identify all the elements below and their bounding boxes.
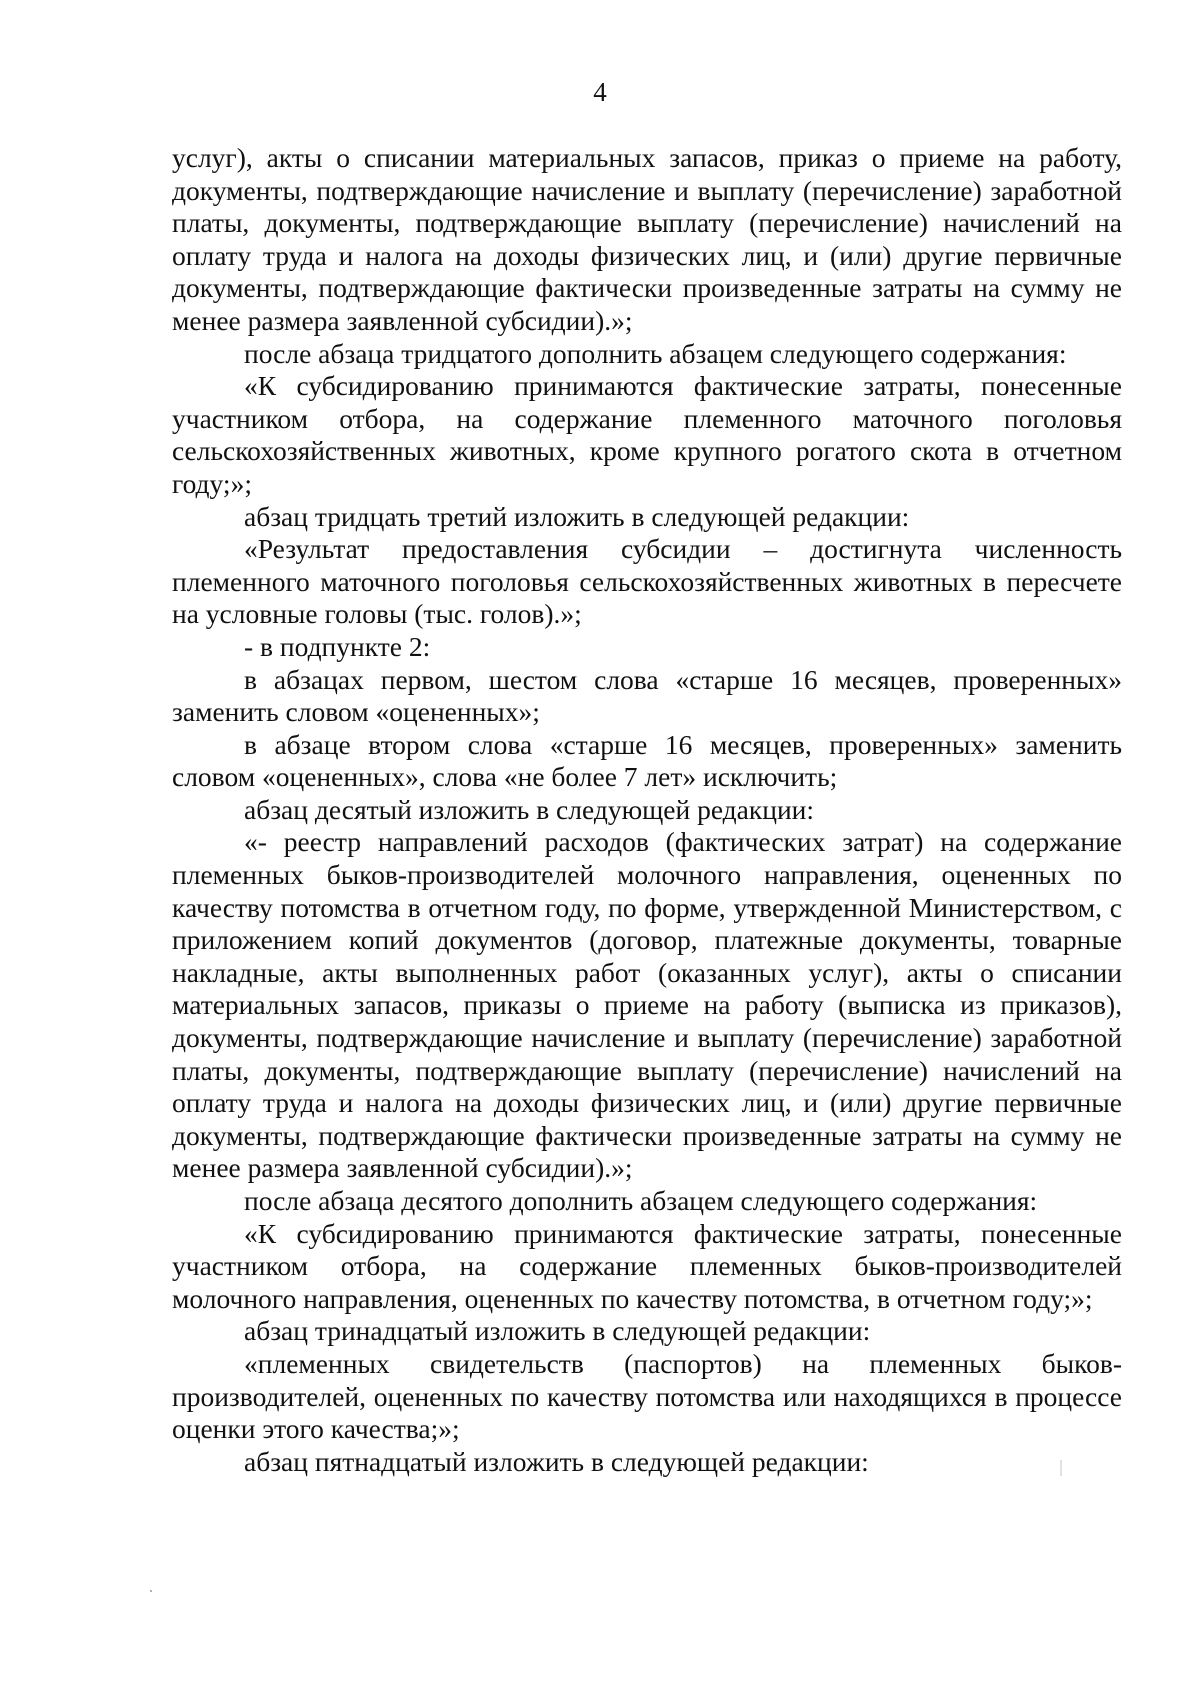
paragraph-quote: «племенных свидетельств (паспортов) на племенных быков-производителей, оцененных по качеству потомства или находящихся в процессе оценки этого качества;»; <box>172 1347 1122 1445</box>
paragraph-continuation: услуг), акты о списании материальных запасов, приказ о приеме на работу, документы, подтверждающие начисление и выплату (перечисление) заработной платы, документы, подтверждающие выплату (перечисление) начислений на оплату труда и налога на доходы физических лиц, и (или) другие первичные документы, подтверждающие фактически произведенные затраты на сумму не менее размера заявленной субсидии).»; <box>172 142 1122 336</box>
paragraph-quote: «- реестр направлений расходов (фактических затрат) на содержание племенных быков-производителей молочного направления, оцененных по качеству потомства в отчетном году, по форме, утвержденной Министерством, с приложением копий документов (договор, платежные документы, товарные накладные, акты выполненных работ (оказанных услуг), акты о списании материальных запасов, приказы о приеме на работу (выписка из приказов), документы, подтверждающие начисление и выплату (перечисление) заработной платы, документы, подтверждающие выплату (перечисление) начислений на оплату труда и налога на доходы физических лиц, и (или) другие первичные документы, подтверждающие фактически произведенные затраты на сумму не менее размера заявленной субсидии).»; <box>172 826 1122 1184</box>
page-number: 4 <box>593 77 607 107</box>
paragraph-quote: «Результат предоставления субсидии – достигнута численность племенного маточного поголовья сельскохозяйственных животных в пересчете на условные головы (тыс. голов).»; <box>172 533 1122 630</box>
paragraph-quote: «К субсидированию принимаются фактические затраты, понесенные участником отбора, на содержание племенных быков-производителей молочного направления, оцененных по качеству потомства, в отчетном году;»; <box>172 1217 1122 1314</box>
paragraph: абзац пятнадцатый изложить в следующей редакции: <box>244 1445 869 1477</box>
paragraph: в абзаце втором слова «старше 16 месяцев, проверенных» заменить словом «оцененных», слова «не более 7 лет» исключить; <box>172 728 1122 793</box>
paragraph: после абзаца десятого дополнить абзацем следующего содержания: <box>244 1185 1038 1216</box>
paragraph: абзац десятый изложить в следующей редакции: <box>244 793 815 825</box>
paragraph: в абзацах первом, шестом слова «старше 16 месяцев, проверенных» заменить словом «оцененных»; <box>172 663 1122 728</box>
paragraph-quote: «К субсидированию принимаются фактические затраты, понесенные участником отбора, на содержание племенного маточного поголовья сельскохозяйственных животных, кроме крупного рогатого скота в отчетном году;»; <box>172 370 1122 499</box>
document-body <box>172 142 1122 1478</box>
paragraph: абзац тридцать третий изложить в следующей редакции: <box>244 500 910 532</box>
scan-mark <box>1060 1460 1062 1476</box>
paragraph: абзац тринадцатый изложить в следующей редакции: <box>244 1315 871 1347</box>
scan-speck <box>150 1590 152 1592</box>
paragraph: после абзаца тридцатого дополнить абзацем следующего содержания: <box>244 337 1067 369</box>
paragraph-subitem: - в подпункте 2: <box>244 630 431 662</box>
